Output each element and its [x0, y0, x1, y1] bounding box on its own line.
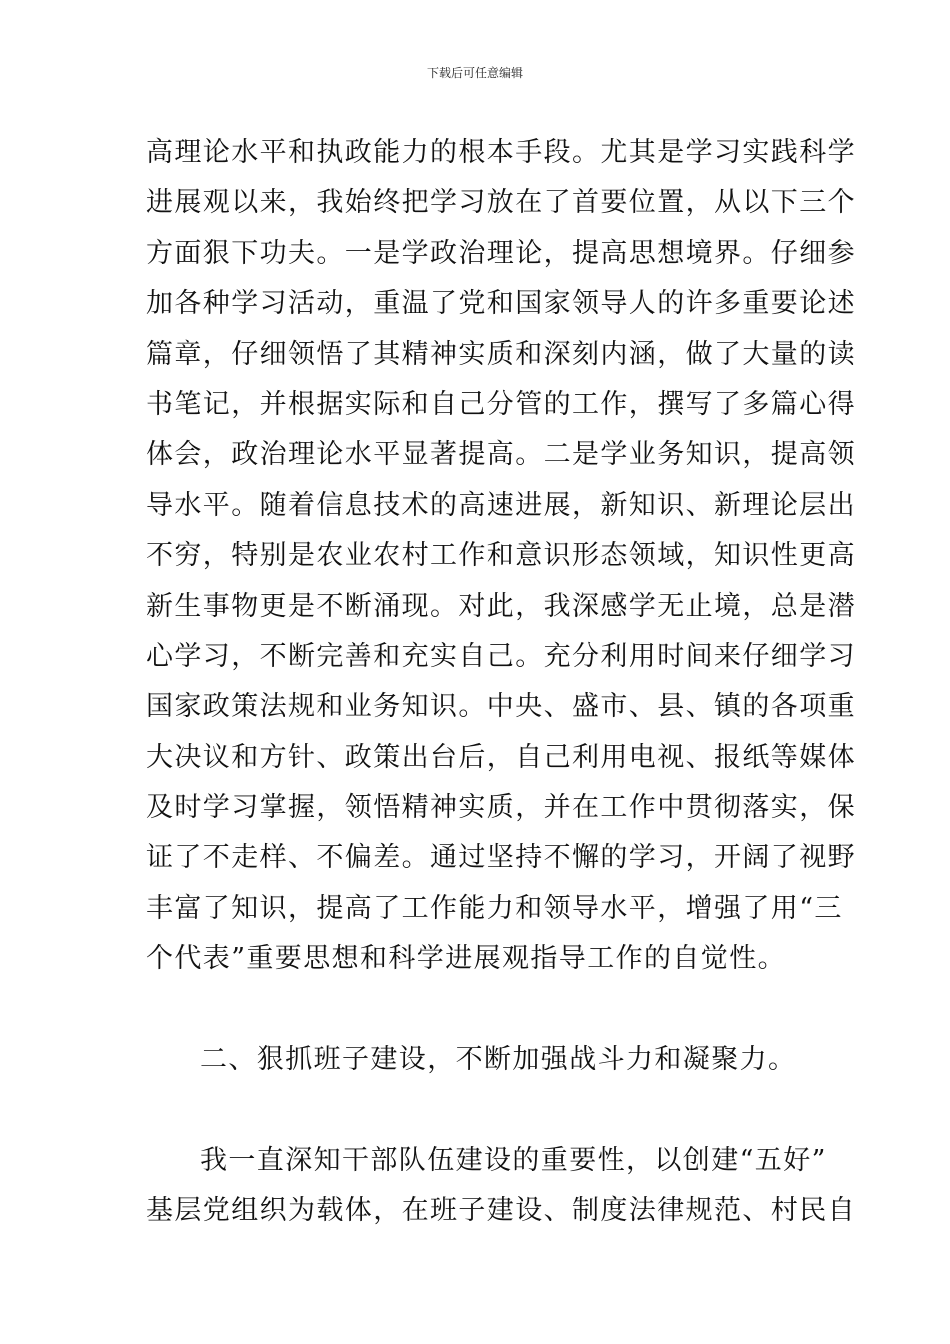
text-line: 丰富了知识，提高了工作能力和领导水平，增强了用“三 — [146, 892, 843, 924]
text-line: 基层党组织为载体，在班子建设、制度法律规范、村民自 — [146, 1195, 856, 1227]
text-line: 及时学习掌握，领悟精神实质，并在工作中贯彻落实，保 — [146, 792, 856, 824]
text-line: 我一直深知干部队伍建设的重要性，以创建“五好” — [200, 1144, 827, 1176]
text-line: 证了不走样、不偏差。通过坚持不懈的学习，开阔了视野 — [146, 842, 856, 874]
text-line: 方面狠下功夫。一是学政治理论，提高思想境界。仔细参 — [146, 237, 856, 269]
paragraph-2 — [146, 1136, 856, 1237]
page-header: 下载后可任意编辑 — [426, 66, 523, 80]
text-line: 进展观以来，我始终把学习放在了首要位置，从以下三个 — [146, 187, 856, 219]
document-body — [146, 128, 856, 1237]
text-line: 个代表”重要思想和科学进展观指导工作的自觉性。 — [146, 943, 787, 975]
section-heading: 二、狠抓班子建设，不断加强战斗力和凝聚力。 — [200, 1044, 797, 1076]
text-line: 不穷，特别是农业农村工作和意识形态领域，知识性更高 — [146, 540, 856, 572]
text-line: 国家政策法规和业务知识。中央、盛市、县、镇的各项重 — [146, 691, 856, 723]
text-line: 篇章，仔细领悟了其精神实质和深刻内涵，做了大量的读 — [146, 338, 856, 370]
paragraph-gap — [146, 1085, 808, 1135]
text-line: 高理论水平和执政能力的根本手段。尤其是学习实践科学 — [146, 137, 856, 168]
text-line: 新生事物更是不断涌现。对此，我深感学无止境，总是潜 — [146, 590, 856, 622]
text-line: 导水平。随着信息技术的高速进展，新知识、新理论层出 — [146, 489, 856, 521]
text-line: 加各种学习活动，重温了党和国家领导人的许多重要论述 — [146, 288, 856, 320]
text-line: 书笔记，并根据实际和自己分管的工作，撰写了多篇心得 — [146, 388, 856, 420]
paragraph-gap — [146, 985, 808, 1035]
text-line: 大决议和方针、政策出台后，自己利用电视、报纸等媒体 — [146, 741, 856, 773]
paragraph-1 — [146, 128, 856, 985]
text-line: 体会，政治理论水平显著提高。二是学业务知识，提高领 — [146, 439, 856, 471]
text-line: 心学习，不断完善和充实自己。充分利用时间来仔细学习 — [146, 640, 856, 672]
